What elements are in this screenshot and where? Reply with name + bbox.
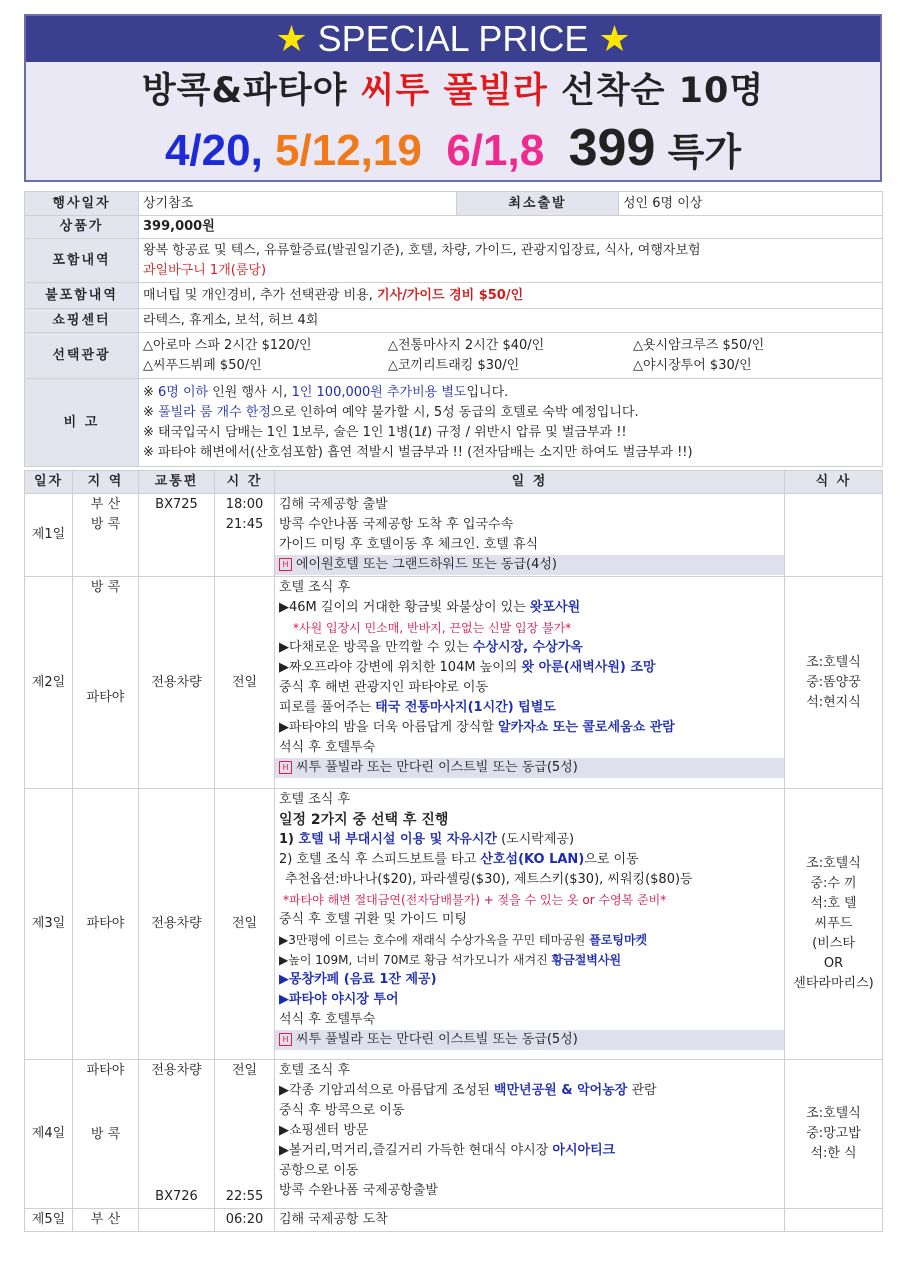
header-day: 일자 <box>25 471 73 494</box>
day-label: 제2일 <box>25 577 73 789</box>
plan-line: 일정 2가지 중 선택 후 진행 <box>279 812 449 828</box>
star-icon: ★ <box>598 18 631 59</box>
plan-line: 중식 후 호텔 귀환 및 가이드 미팅 <box>279 912 468 927</box>
min-label: 최소출발 <box>457 192 619 216</box>
plan-line: 석식 후 호텔투숙 <box>279 1012 376 1027</box>
day5-meal <box>785 1209 883 1232</box>
headline-hotel: 씨투 풀빌라 <box>360 71 548 111</box>
plan-text: ▶각종 기암괴석으로 아름답게 조성된 <box>279 1083 494 1098</box>
header-region: 지 역 <box>73 471 139 494</box>
schedule-table <box>24 470 883 1232</box>
note-highlight: 6명 이하 <box>158 384 209 400</box>
meal-text: OR <box>823 956 844 971</box>
meal-text: 중:수 끼 <box>810 876 857 891</box>
day5-region: 부 산 <box>73 1209 139 1232</box>
meal-text: 중:똠양꿍 <box>806 674 861 690</box>
option-item: △씨푸드뷔페 $50/인 <box>143 357 262 373</box>
plan-line: ▶쇼핑센터 방문 <box>279 1123 369 1138</box>
transport-text: BX726 <box>155 1189 198 1204</box>
plan-text: 관람 <box>627 1083 657 1098</box>
header-time: 시 간 <box>215 471 275 494</box>
banner-dates-price <box>26 118 880 183</box>
day1-region <box>73 494 139 577</box>
plan-highlight: 태국 전통마사지(1시간) 팁별도 <box>375 700 556 715</box>
plan-line: 석식 후 호텔투숙 <box>279 740 376 755</box>
header-plan: 일 정 <box>275 471 785 494</box>
plan-highlight: 황금절벽사원 <box>551 953 622 967</box>
note-line: ※ 파타야 해변에서(산호섬포함) 흡연 적발시 벌금부과 !! (전자담배는 소지만 하여도 벌금부과 !!) <box>143 444 693 460</box>
plan-text: ▶다채로운 방콕을 만끽할 수 있는 <box>279 640 473 655</box>
transport-text: 전용차량 <box>151 1063 202 1078</box>
plan-highlight: 호텔 내 부대시설 이용 및 자유시간 <box>298 832 497 847</box>
day2-row <box>25 577 883 789</box>
region-text: 파타야 <box>86 690 125 705</box>
plan-text: 1) <box>279 832 299 847</box>
option-item: △코끼리트래킹 $30/인 <box>388 357 520 373</box>
time-text: 22:55 <box>225 1189 264 1204</box>
time-text: 전일 <box>231 1063 258 1078</box>
day3-region: 파타야 <box>73 789 139 1060</box>
plan-highlight: ▶몽창카페 (음료 1잔 제공) <box>279 972 437 987</box>
meal-text: 석:한 식 <box>810 1146 857 1161</box>
star-icon: ★ <box>275 18 308 59</box>
incl-line: 과일바구니 1개(룸당) <box>143 262 267 278</box>
plan-line: 호텔 조식 후 <box>279 580 351 595</box>
day2-plan <box>275 577 785 789</box>
header-transport: 교통편 <box>139 471 215 494</box>
special-price: 399 <box>568 119 656 177</box>
region-text: 방 콕 <box>90 517 121 532</box>
plan-text: ▶3만평에 이르는 호수에 재래식 수상가옥을 꾸민 테마공원 <box>279 933 590 947</box>
plan-highlight: 백만년공원 & 악어농장 <box>493 1083 628 1098</box>
day3-meal <box>785 789 883 1060</box>
meal-text: 석:현지식 <box>806 694 861 710</box>
day2-hotel <box>275 758 784 778</box>
day1-row <box>25 494 883 577</box>
meal-text: 중:망고밥 <box>806 1126 861 1141</box>
incl-line: 왕복 항공료 및 텍스, 유류할증료(발권일기준), 호텔, 차량, 가이드, 관광지입장료, 식사, 여행자보험 <box>143 242 701 258</box>
day1-hotel <box>275 555 784 575</box>
note-text: ※ <box>143 384 159 400</box>
plan-line: 중식 후 방콕으로 이동 <box>279 1103 405 1118</box>
option-item: △욧시암크루즈 $50/인 <box>633 337 765 353</box>
day4-row <box>25 1060 883 1209</box>
day3-transport: 전용차량 <box>139 789 215 1060</box>
meal-text: 조:호텔식 <box>806 1106 861 1121</box>
meal-text: 조:호텔식 <box>806 654 861 670</box>
day5-time: 06:20 <box>215 1209 275 1232</box>
info-table <box>24 191 883 467</box>
shop-label: 쇼핑센터 <box>25 309 139 333</box>
day2-region <box>73 577 139 789</box>
plan-text: ▶짜오프라야 강변에 위치한 104M 높이의 <box>279 660 522 675</box>
day3-row <box>25 789 883 1060</box>
day2-meal <box>785 577 883 789</box>
hotel-icon: H <box>279 761 292 774</box>
day5-transport <box>139 1209 215 1232</box>
excl-highlight: 기사/가이드 경비 $50/인 <box>377 287 524 303</box>
day4-meal <box>785 1060 883 1209</box>
day4-time <box>215 1060 275 1209</box>
option-item: △야시장투어 $30/인 <box>633 357 752 373</box>
plan-line: 방콕 수완나폼 국제공항출발 <box>279 1183 438 1198</box>
day1-plan <box>275 494 785 577</box>
excl-value <box>139 283 883 309</box>
day-label: 제5일 <box>25 1209 73 1232</box>
meal-text: (비스타 <box>812 936 855 951</box>
region-text: 방 콕 <box>90 1127 121 1142</box>
day2-transport: 전용차량 <box>139 577 215 789</box>
headline-limit: 선착순 10명 <box>561 71 765 111</box>
plan-text: 피로를 풀어주는 <box>279 700 376 715</box>
plan-text: 2) 호텔 조식 후 스피드보트를 타고 <box>279 852 481 867</box>
plan-highlight: 수상시장, 수상가옥 <box>472 640 583 655</box>
date-april: 4/20, <box>164 126 263 175</box>
day-label: 제4일 <box>25 1060 73 1209</box>
day-label: 제1일 <box>25 494 73 577</box>
banner-headline <box>26 62 880 118</box>
plan-warning: *사원 입장시 민소매, 반바지, 끈없는 신발 입장 불가* <box>293 621 572 635</box>
plan-highlight: 왓포사원 <box>529 600 581 615</box>
plan-highlight: 왓 아룬(새벽사원) 조망 <box>521 660 656 675</box>
day4-region <box>73 1060 139 1209</box>
plan-text: 으로 이동 <box>584 852 639 867</box>
day-label: 제3일 <box>25 789 73 1060</box>
plan-warning: *파타야 해변 절대금연(전자담배불가) + 젖을 수 있는 옷 or 수영복 준비* <box>283 893 667 907</box>
plan-line: 추천옵션:바나나($20), 파라셀링($30), 제트스키($30), 씨워킹($80)등 <box>285 872 693 887</box>
banner-title: SPECIAL PRICE <box>317 18 589 59</box>
day3-time: 전일 <box>215 789 275 1060</box>
day3-hotel <box>275 1030 784 1050</box>
day1-transport: BX725 <box>139 494 215 577</box>
plan-line: 김해 국제공항 출발 <box>279 497 388 512</box>
date-june: 6/1,8 <box>446 126 545 175</box>
hotel-text: 씨투 풀빌라 또는 만다린 이스트빌 또는 동급(5성) <box>296 1032 578 1047</box>
plan-highlight: ▶파타야 야시장 투어 <box>279 992 399 1007</box>
region-text: 방 콕 <box>90 580 121 595</box>
plan-highlight: 알카자쇼 또는 콜로세움쇼 관람 <box>498 720 675 735</box>
header-meal: 식 사 <box>785 471 883 494</box>
day4-plan <box>275 1060 785 1209</box>
plan-line: 중식 후 해변 관광지인 파타야로 이동 <box>279 680 489 695</box>
date-may: 5/12,19 <box>275 126 422 175</box>
note-highlight: 1인 100,000원 추가비용 별도 <box>291 384 467 400</box>
day5-plan: 김해 국제공항 도착 <box>275 1209 785 1232</box>
shop-value: 라텍스, 휴게소, 보석, 허브 4회 <box>139 309 883 333</box>
plan-text: ▶높이 109M, 너비 70M로 황금 석가모니가 새겨진 <box>279 953 552 967</box>
min-value: 성인 6명 이상 <box>619 192 883 216</box>
plan-text: ▶볼거리,먹거리,즐길거리 가득한 현대식 야시장 <box>279 1143 553 1158</box>
date-value: 상기참조 <box>139 192 457 216</box>
opt-value <box>139 333 883 379</box>
time-text: 21:45 <box>225 517 264 532</box>
meal-text: 조:호텔식 <box>806 856 861 871</box>
headline-destination: 방콕&파타야 <box>141 71 348 111</box>
plan-line: 호텔 조식 후 <box>279 792 351 807</box>
day5-row <box>25 1209 883 1232</box>
plan-line: 방콕 수안나폼 국제공항 도착 후 입국수속 <box>279 517 514 532</box>
option-item: △아로마 스파 2시간 $120/인 <box>143 337 312 353</box>
meal-text: 석:호 텔 <box>810 896 857 911</box>
hotel-text: 에이원호텔 또는 그랜드하워드 또는 동급(4성) <box>296 557 557 572</box>
special-label: 특가 <box>667 132 742 174</box>
note-label: 비 고 <box>25 379 139 467</box>
region-text: 파타야 <box>86 1063 125 1078</box>
price-value: 399,000원 <box>139 216 883 239</box>
plan-highlight: 산호섬(KO LAN) <box>480 852 585 867</box>
region-text: 부 산 <box>90 497 121 512</box>
opt-label: 선택관광 <box>25 333 139 379</box>
plan-highlight: 아시아티크 <box>552 1143 616 1158</box>
meal-text: 센타라마리스) <box>793 976 874 991</box>
note-line: ※ 태국입국시 담배는 1인 1보루, 술은 1인 1병(1ℓ) 규정 / 위반시 압류 및 벌금부과 !! <box>143 424 627 440</box>
note-text: 입니다. <box>466 384 509 400</box>
hotel-icon: H <box>279 1033 292 1046</box>
meal-text: 씨푸드 <box>814 916 853 931</box>
special-price-banner <box>24 14 882 182</box>
note-text: 인원 행사 시, <box>208 384 292 400</box>
note-text: 으로 인하여 예약 불가할 시, 5성 동급의 호텔로 숙박 예정입니다. <box>270 404 639 420</box>
plan-text: ▶46M 길이의 거대한 황금빛 와불상이 있는 <box>279 600 530 615</box>
excl-label: 불포함내역 <box>25 283 139 309</box>
note-text: ※ <box>143 404 159 420</box>
date-label: 행사일자 <box>25 192 139 216</box>
banner-title-bar <box>26 16 880 62</box>
plan-line: 가이드 미팅 후 호텔이동 후 체크인. 호텔 휴식 <box>279 537 539 552</box>
day3-plan <box>275 789 785 1060</box>
day2-time: 전일 <box>215 577 275 789</box>
plan-highlight: 플로팅마켓 <box>589 933 648 947</box>
option-item: △전통마사지 2시간 $40/인 <box>388 337 545 353</box>
day1-time <box>215 494 275 577</box>
price-label: 상품가 <box>25 216 139 239</box>
time-text: 18:00 <box>225 497 264 512</box>
plan-text: (도시락제공) <box>496 832 575 847</box>
plan-text: ▶파타야의 밤을 더욱 아름답게 장식할 <box>279 720 499 735</box>
day4-transport <box>139 1060 215 1209</box>
incl-label: 포함내역 <box>25 239 139 283</box>
hotel-icon: H <box>279 558 292 571</box>
day1-meal <box>785 494 883 577</box>
hotel-text: 씨투 풀빌라 또는 만다린 이스트빌 또는 동급(5성) <box>296 760 578 775</box>
plan-line: 공항으로 이동 <box>279 1163 359 1178</box>
incl-value <box>139 239 883 283</box>
note-value <box>139 379 883 467</box>
excl-text: 매너팁 및 개인경비, 추가 선택관광 비용, <box>143 287 373 303</box>
plan-line: 호텔 조식 후 <box>279 1063 351 1078</box>
note-highlight: 풀빌라 룸 개수 한정 <box>158 404 271 420</box>
